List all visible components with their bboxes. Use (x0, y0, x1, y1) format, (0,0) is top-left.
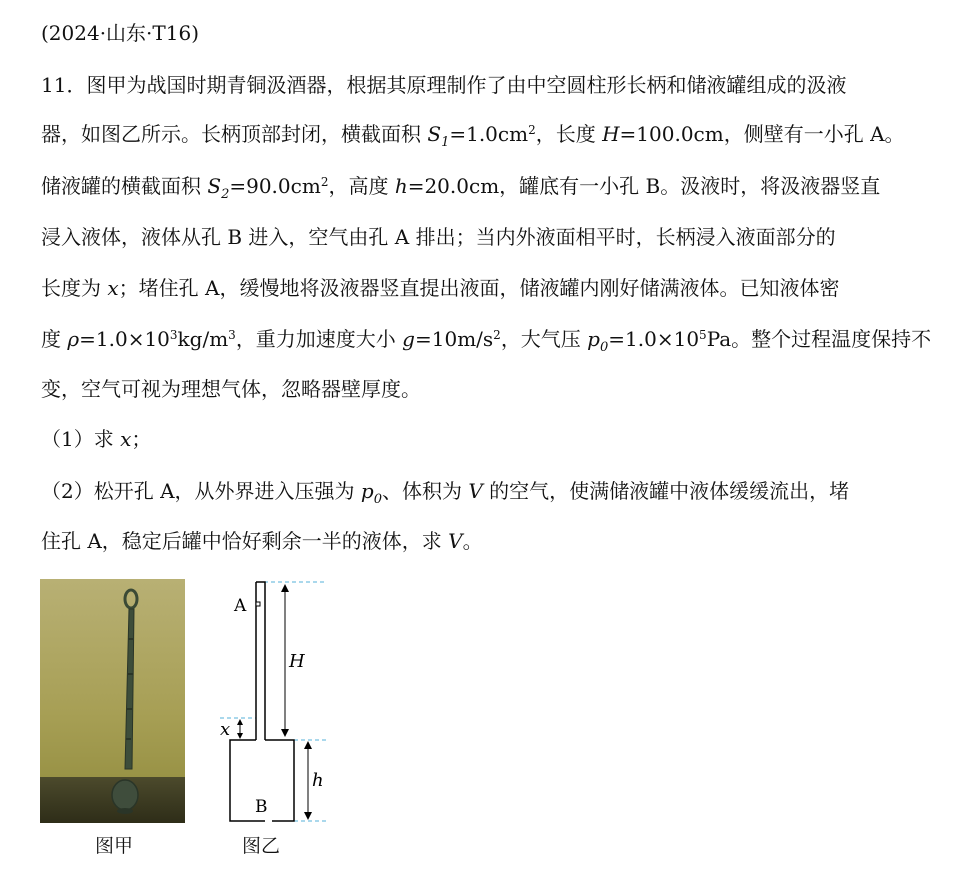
bronze-vessel-photo (40, 579, 185, 823)
question-2: （2）松开孔 A，从外界进入压强为 $p_0$、体积为 V 的空气，使满储液罐中液体缓缓流出，堵 (41, 479, 850, 507)
caption-fig2: 图乙 (242, 835, 281, 857)
question-2-cont: 住孔 A，稳定后罐中恰好剩余一半的液体，求 V。 (41, 529, 483, 553)
problem-line-7: 变，空气可视为理想气体，忽略器壁厚度。 (41, 377, 421, 401)
problem-line-3: 储液罐的横截面积 $S_2=90.0cm^2$，高度 h=20.0cm，罐底有一小孔 B。汲液时，将汲液器竖直 (41, 174, 881, 202)
label-H: H (289, 651, 305, 672)
vessel-drawing (40, 579, 185, 823)
siphon-schematic (212, 575, 342, 825)
problem-line-2: 器，如图乙所示。长柄顶部封闭，横截面积 $S_1=1.0cm^2$，长度 H=100.0cm，侧壁有一小孔 A。 (41, 122, 905, 150)
problem-line-6: 度 $\rho=1.0\times 10^3kg/m^3$，重力加速度大小 $g=10m/s^2$，大气压 $p_0=1.0\times 10^5Pa$。整个过程温度保持不 (41, 327, 932, 355)
label-h: h (312, 770, 324, 791)
source-tag: (2024·山东·T16) (41, 21, 200, 45)
label-x: x (220, 719, 231, 740)
hole-a (256, 602, 260, 606)
problem-line-5: 长度为 x；堵住孔 A，缓慢地将汲液器竖直提出液面，储液罐内刚好储满液体。已知液体密 (41, 276, 840, 300)
problem-line-4: 浸入液体，液体从孔 B 进入，空气由孔 A 排出；当内外液面相平时，长柄浸入液面部分的 (41, 225, 836, 249)
label-a: A (234, 596, 247, 616)
problem-line-1: 11．图甲为战国时期青铜汲酒器，根据其原理制作了由中空圆柱形长柄和储液罐组成的汲液 (41, 73, 847, 97)
question-1: （1）求 x； (41, 427, 152, 451)
caption-fig1: 图甲 (95, 835, 134, 857)
label-b: B (255, 797, 268, 817)
